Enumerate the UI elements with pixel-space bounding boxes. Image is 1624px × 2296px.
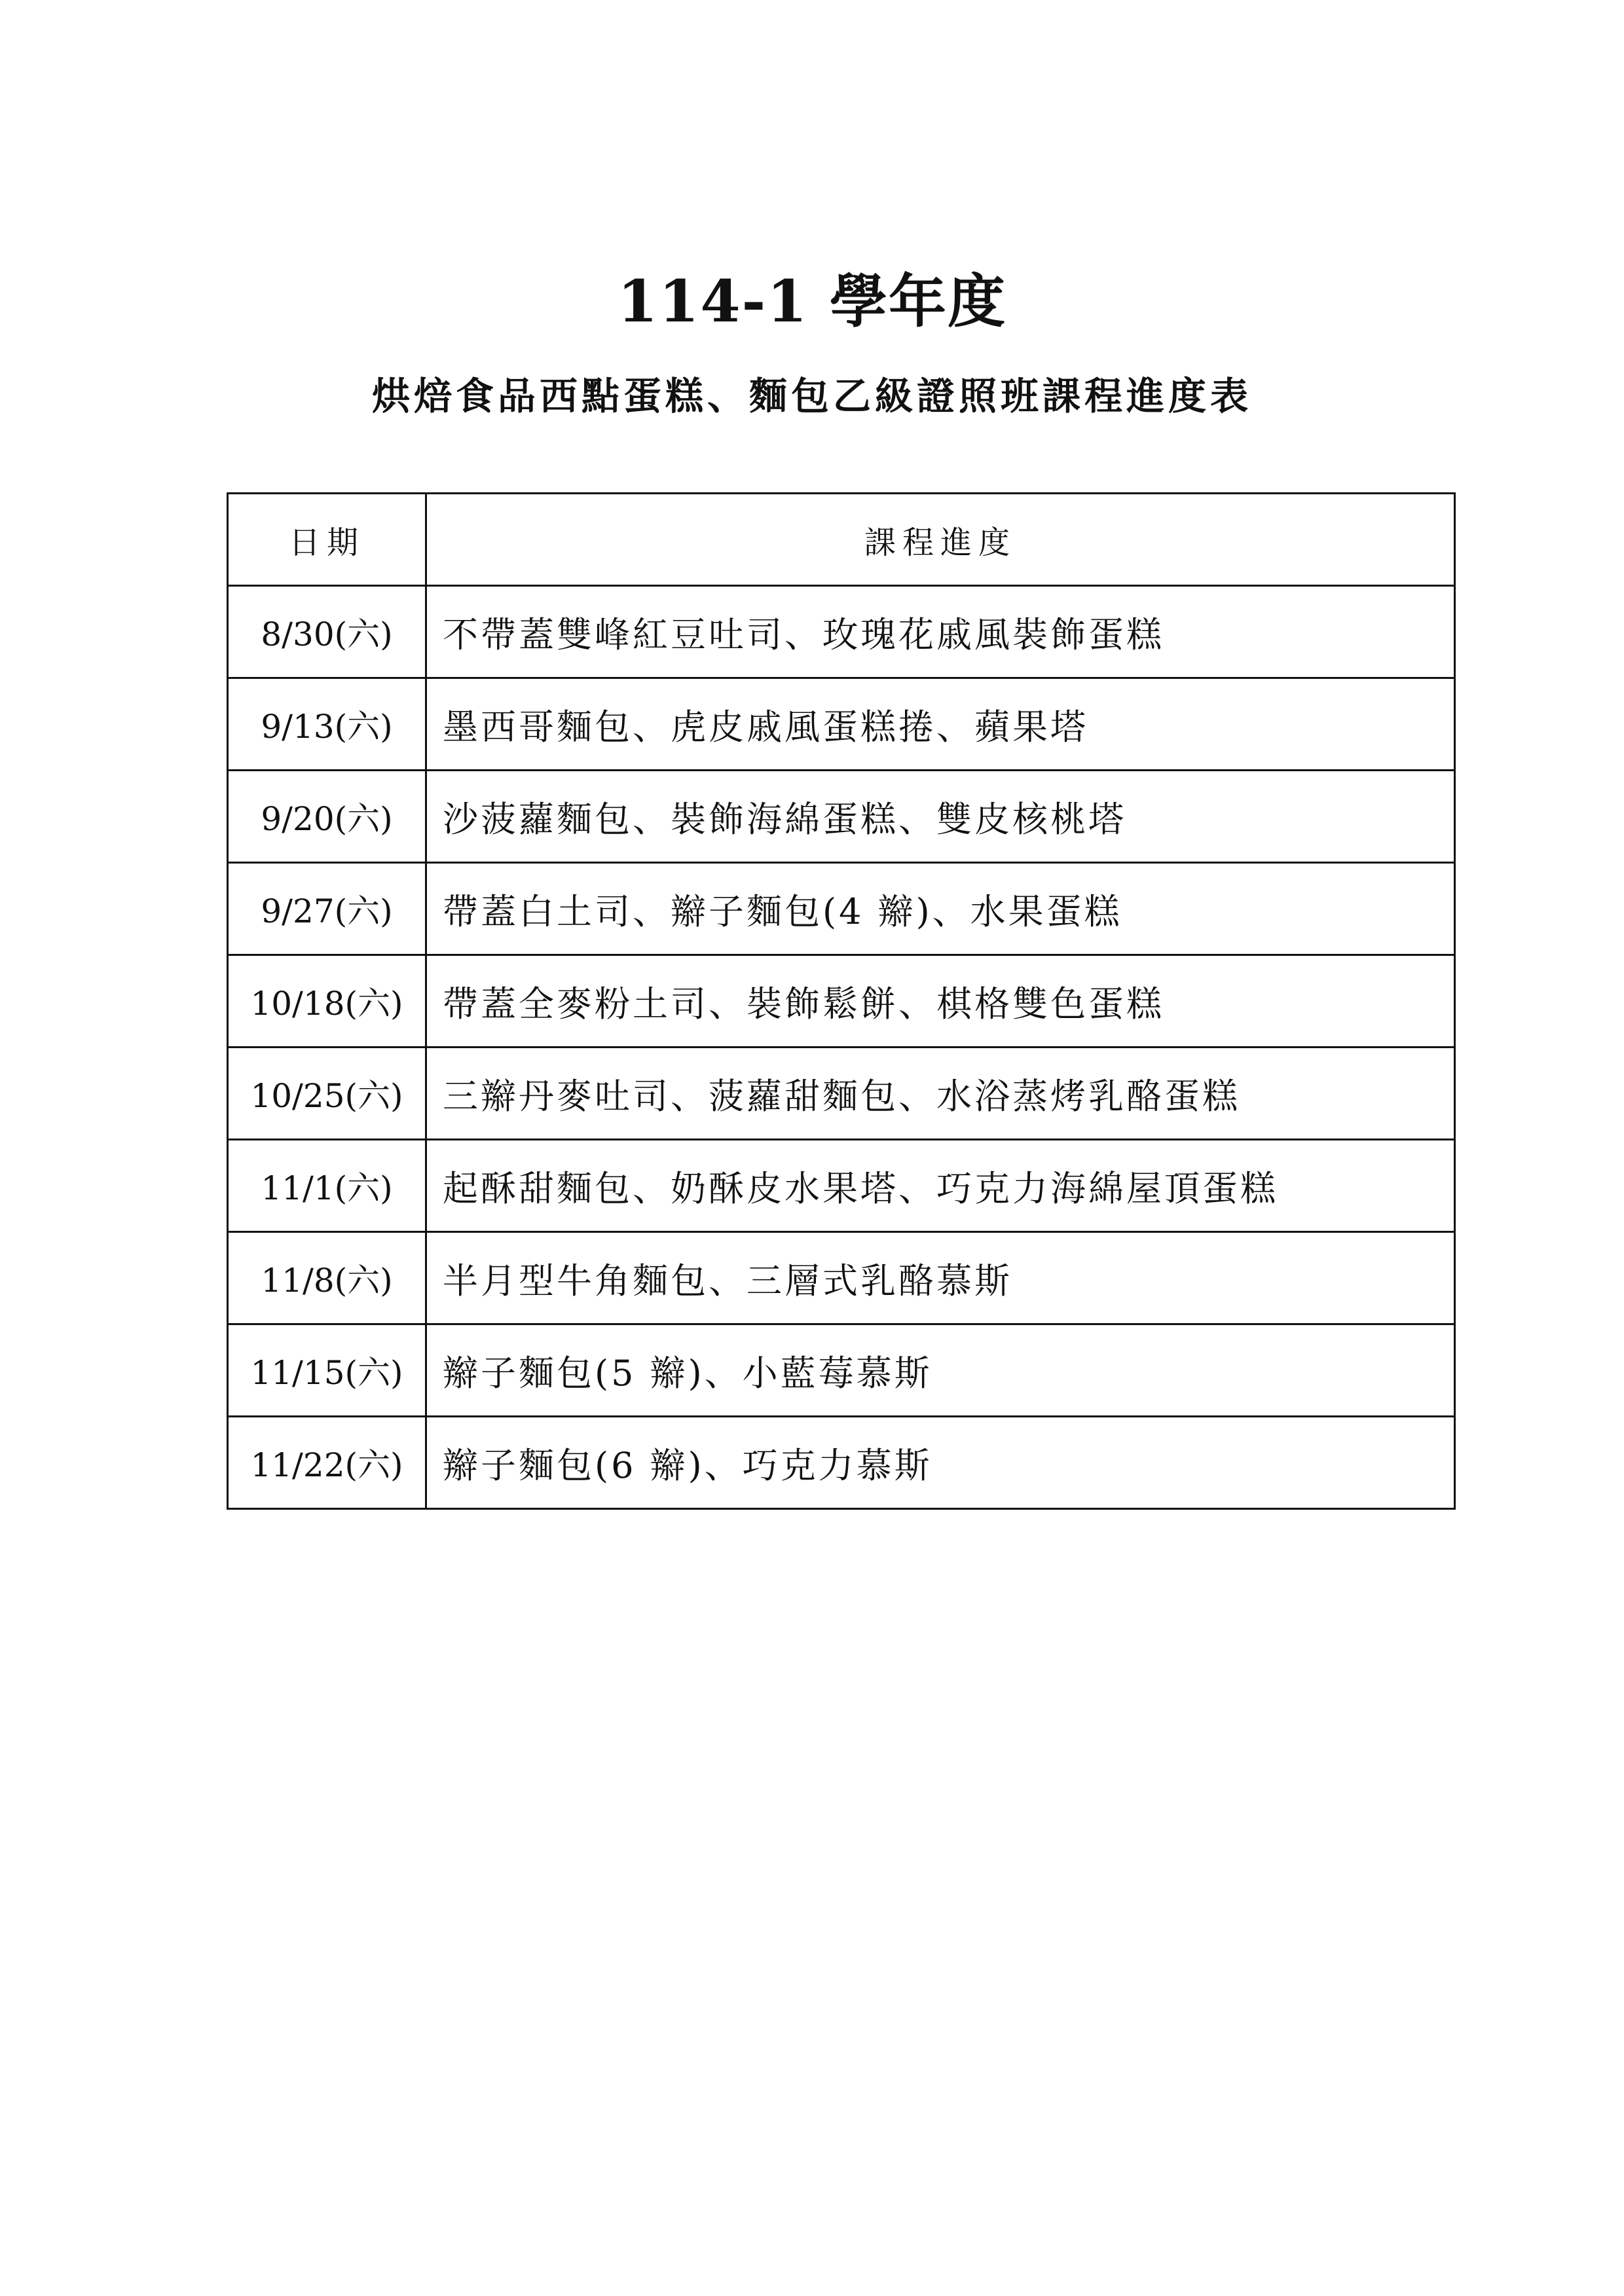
table-row [228,1140,1455,1232]
table-row [228,1048,1455,1140]
date-cell: 11/1(六) [228,1140,426,1232]
content-cell: 半月型牛角麵包、三層式乳酪慕斯 [426,1232,1455,1324]
document-subtitle: 烘焙食品西點蛋糕、麵包乙級證照班課程進度表 [371,374,1252,418]
content-column-header: 課程進度 [426,494,1455,586]
table-row [228,1232,1455,1324]
table-row [228,1324,1455,1417]
content-cell: 帶蓋全麥粉土司、裝飾鬆餅、棋格雙色蛋糕 [426,955,1455,1048]
date-cell: 11/8(六) [228,1232,426,1324]
content-cell: 墨西哥麵包、虎皮戚風蛋糕捲、蘋果塔 [426,678,1455,771]
table-row [228,955,1455,1048]
content-cell: 辮子麵包(5 辮)、小藍莓慕斯 [426,1324,1455,1417]
content-cell: 起酥甜麵包、奶酥皮水果塔、巧克力海綿屋頂蛋糕 [426,1140,1455,1232]
content-cell: 三辮丹麥吐司、菠蘿甜麵包、水浴蒸烤乳酪蛋糕 [426,1048,1455,1140]
document-title: 114-1 學年度 [617,267,1007,335]
table-row [228,678,1455,771]
schedule-table [227,492,1456,1510]
content-cell: 沙菠蘿麵包、裝飾海綿蛋糕、雙皮核桃塔 [426,771,1455,863]
date-cell: 8/30(六) [228,586,426,678]
date-cell: 10/25(六) [228,1048,426,1140]
date-cell: 11/22(六) [228,1417,426,1509]
date-column-header: 日期 [228,494,426,586]
content-cell: 不帶蓋雙峰紅豆吐司、玫瑰花戚風裝飾蛋糕 [426,586,1455,678]
table-row [228,586,1455,678]
content-cell: 辮子麵包(6 辮)、巧克力慕斯 [426,1417,1455,1509]
date-cell: 9/13(六) [228,678,426,771]
date-cell: 10/18(六) [228,955,426,1048]
table-row [228,771,1455,863]
table-row [228,1417,1455,1509]
table-header-row [228,494,1455,586]
date-cell: 11/15(六) [228,1324,426,1417]
date-cell: 9/27(六) [228,863,426,955]
content-cell: 帶蓋白土司、辮子麵包(4 辮)、水果蛋糕 [426,863,1455,955]
date-cell: 9/20(六) [228,771,426,863]
table-row [228,863,1455,955]
